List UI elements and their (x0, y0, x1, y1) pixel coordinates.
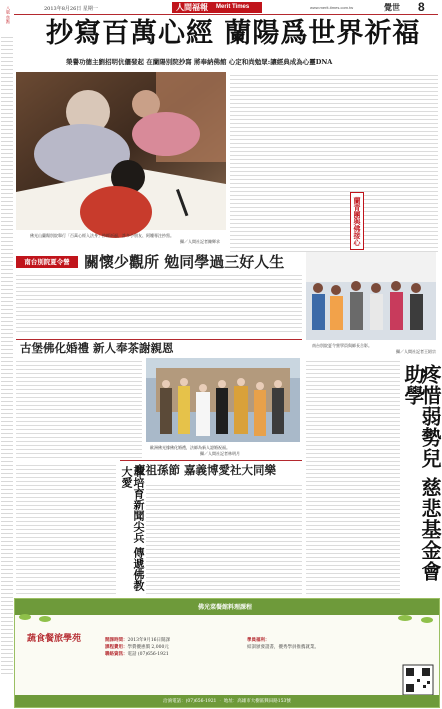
ad-info-right (247, 637, 397, 651)
ad-line1-label: 開課時間： (105, 638, 128, 643)
wedding-headline: 古堡佛化婚禮 新人奉茶謝親恩 (20, 341, 174, 355)
ad-logo: 蔬食餐旅學苑 (27, 634, 82, 644)
vertical-tag: 蘭青團與佛接心 (350, 192, 364, 250)
photo-wedding (146, 358, 300, 442)
photo2-caption: 南台別院夏令營學員與師長合影。 (312, 343, 372, 348)
ad-line2-value: 學費優惠價 2,000元 (127, 645, 169, 650)
charity-article-body (306, 358, 400, 594)
photo1-caption: 佛光山蘭陽別院舉行「百萬心經入法身」抄經祈福，許多小朋友、阿嬤專注抄寫。 (30, 233, 174, 238)
photo3-caption: 歐洲佛光緣佛化婚禮，法師為新人證婚祝福。 (150, 445, 230, 450)
brand-cn: 人間福報 (176, 2, 208, 12)
main-headline: 抄寫百萬心經 蘭陽爲世界祈福 (46, 18, 421, 49)
ad-footer-text: 洽詢電話：(07)656-1921 ‧ 地址：高雄市大樹區興田路153號 (163, 699, 291, 704)
ad-banner-title: 佛光菜餐館料理課程 (197, 604, 252, 611)
photo-wedding-image (146, 358, 300, 442)
photo-group (306, 252, 436, 340)
photo-calligraphy (16, 72, 226, 230)
wedding-article-body (16, 358, 142, 458)
page-number: 8 (418, 0, 425, 14)
charity-vertical-headline: 疼惜弱勢兒 慈悲基金會助學 (401, 364, 442, 582)
south-article-body (16, 272, 302, 334)
ad-line2-label: 課程費用： (105, 645, 128, 650)
wedding-rule (16, 339, 302, 340)
ad-info-left (105, 637, 245, 658)
photo3-credit: 攝／人間社記者林明月 (200, 451, 240, 456)
brand-en: Merit Times (216, 4, 250, 10)
ad-line3-value: 電話 (07)656-1921 (127, 652, 169, 657)
photo1-credit: 攝／人間社記者陳輝求 (180, 239, 220, 244)
left-edge-label: 八版 焦點 (6, 6, 11, 24)
elderly-headline: 慶祖孫節 嘉義博愛社大同樂 (134, 463, 277, 477)
ad-line1-value: 2013年9月16日開課 (127, 638, 171, 643)
news-vertical-headline: 菲培育新聞尖兵 傳遞佛教大愛 (120, 466, 145, 591)
elderly-article-body (146, 482, 302, 594)
south-headline: 關懷少觀所 勉同學過三好人生 (84, 253, 285, 271)
section-name: 覺世 (384, 2, 400, 12)
qr-code-icon (403, 665, 433, 695)
south-tag: 南台別院夏令營 (16, 256, 78, 268)
photo-group-image (306, 252, 436, 340)
photo2-credit: 攝／人間社記者王紹宗 (396, 349, 436, 354)
main-article-body (230, 72, 438, 252)
ad-leaf-decoration (15, 613, 439, 629)
ad-box (14, 598, 440, 708)
news-article-body (16, 462, 116, 594)
issue-date: 2013年8月26日 星期一 (44, 6, 98, 12)
masthead-rule (14, 14, 438, 15)
ad-right-title: 學員福利： (247, 638, 270, 643)
ad-line3-label: 聯絡資訊： (105, 652, 128, 657)
brand-banner (172, 2, 262, 13)
elderly-rule (120, 460, 302, 461)
site-url: www.merit-times.com.tw (310, 5, 354, 10)
ad-right-text: 結訓頒發證書，優秀學員推薦就業。 (247, 645, 319, 650)
left-narrow-column (1, 34, 13, 674)
photo-calligraphy-image (16, 72, 226, 230)
sub-headline: 榮譽功德主劉招明伉儷發起 在蘭陽別院抄寫 將奉納佛館 心定和尚勉眾:讓經典成為心靈DNA (66, 58, 333, 66)
